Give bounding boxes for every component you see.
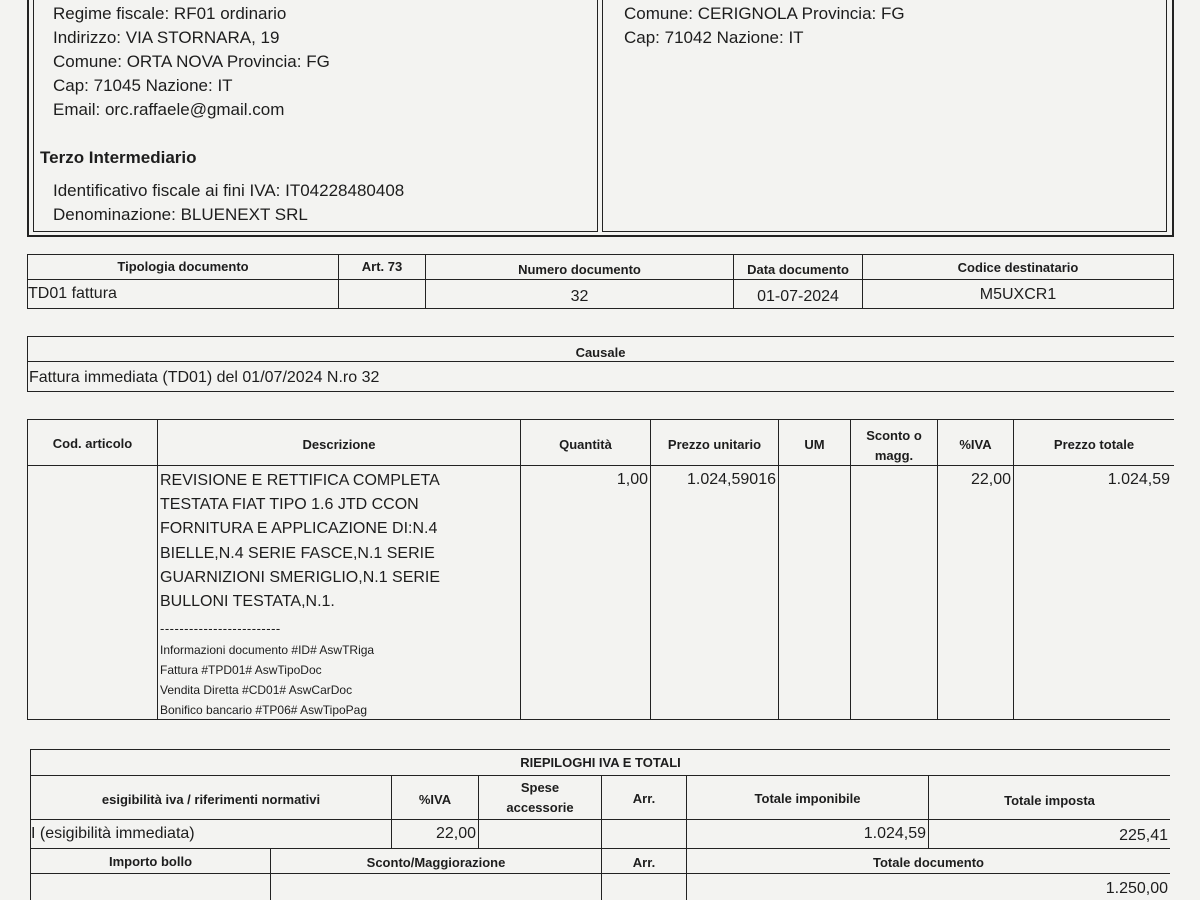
riepilogo-title: RIEPILOGHI IVA E TOTALI (520, 755, 681, 770)
header-cod-articolo: Cod. articolo (52, 436, 133, 451)
header-spese-line2: accessorie (506, 800, 574, 815)
codice-destinatario-value: M5UXCR1 (979, 286, 1057, 303)
riepilogo-iva-value: 22,00 (435, 825, 476, 842)
tipologia-documento-value: TD01 fattura (28, 285, 117, 302)
info-line: Vendita Diretta #CD01# AswCarDoc (160, 683, 353, 697)
header-sconto-line2: magg. (874, 448, 914, 463)
header-prezzo-unitario: Prezzo unitario (667, 437, 762, 452)
item-description-line: GUARNIZIONI SMERIGLIO,N.1 SERIE (160, 568, 441, 586)
cedente-regime-fiscale: Regime fiscale: RF01 ordinario (53, 4, 287, 23)
cedente-comune: Comune: ORTA NOVA Provincia: FG (53, 52, 330, 71)
header-riepilogo-iva: %IVA (418, 792, 452, 807)
header-totale-imposta: Totale imposta (1004, 793, 1095, 808)
header-quantita: Quantità (559, 437, 612, 452)
header-art-73: Art. 73 (361, 259, 403, 274)
header-sconto-maggiorazione: Sconto/Maggiorazione (366, 855, 506, 870)
terzo-id-iva: Identificativo fiscale ai fini IVA: IT04228480408 (53, 181, 405, 200)
item-description-line: REVISIONE E RETTIFICA COMPLETA (160, 472, 440, 489)
header-numero-documento: Numero documento (518, 262, 641, 277)
item-description (160, 469, 440, 614)
info-line: Bonifico bancario #TP06# AswTipoPag (160, 703, 368, 717)
item-info-notes (160, 640, 374, 720)
cedente-cap: Cap: 71045 Nazione: IT (53, 76, 233, 95)
cedente-email: Email: orc.raffaele@gmail.com (53, 100, 285, 119)
header-importo-bollo: Importo bollo (108, 854, 193, 869)
header-iva: %IVA (959, 437, 992, 452)
item-iva: 22,00 (970, 471, 1011, 488)
header-descrizione: Descrizione (302, 437, 376, 452)
item-description-line: TESTATA FIAT TIPO 1.6 JTD CCON (160, 496, 419, 514)
data-documento-value: 01-07-2024 (757, 288, 839, 305)
riepilogo-esigibilita-value: I (esigibilità immediata) (31, 825, 195, 842)
header-um: UM (804, 437, 825, 452)
terzo-intermediario-title: Terzo Intermediario (40, 148, 197, 167)
item-separator: ------------------------- (160, 621, 281, 636)
header-esigibilita: esigibilità iva / riferimenti normativi (101, 792, 321, 807)
riepilogo-totale-imponibile: 1.024,59 (863, 825, 926, 842)
info-line: Fattura #TPD01# AswTipoDoc (160, 663, 322, 677)
header-codice-destinatario: Codice destinatario (957, 260, 1079, 275)
item-prezzo-totale: 1.024,59 (1107, 471, 1170, 488)
item-quantita: 1,00 (616, 471, 648, 488)
header-sconto-line1: Sconto o (866, 428, 922, 443)
header-data-documento: Data documento (747, 262, 849, 277)
cedente-indirizzo: Indirizzo: VIA STORNARA, 19 (53, 28, 280, 47)
header-totale-imponibile: Totale imponibile (754, 791, 861, 806)
header-arr-2: Arr. (632, 855, 656, 870)
header-tipologia-documento: Tipologia documento (117, 259, 249, 274)
item-description-line: BIELLE,N.4 SERIE FASCE,N.1 SERIE (160, 544, 435, 562)
item-prezzo-unitario: 1.024,59016 (687, 471, 776, 488)
header-spese-line1: Spese (520, 780, 560, 795)
header-totale-documento: Totale documento (873, 855, 984, 870)
header-arr: Arr. (632, 791, 656, 806)
riepilogo-totale-imposta: 225,41 (1119, 827, 1168, 844)
causale-header: Causale (575, 345, 626, 360)
cessionario-comune: Comune: CERIGNOLA Provincia: FG (624, 4, 905, 23)
header-prezzo-totale: Prezzo totale (1053, 437, 1135, 452)
causale-value: Fattura immediata (TD01) del 01/07/2024 N.ro 32 (29, 369, 380, 386)
item-description-line: FORNITURA E APPLICAZIONE DI:N.4 (160, 520, 438, 538)
info-line: Informazioni documento #ID# AswTRiga (160, 643, 375, 657)
item-description-line: BULLONI TESTATA,N.1. (160, 593, 335, 611)
numero-documento-value: 32 (570, 288, 589, 305)
totale-documento-value: 1.250,00 (1105, 880, 1168, 897)
cessionario-cap: Cap: 71042 Nazione: IT (624, 28, 804, 47)
terzo-denominazione: Denominazione: BLUENEXT SRL (53, 205, 308, 224)
